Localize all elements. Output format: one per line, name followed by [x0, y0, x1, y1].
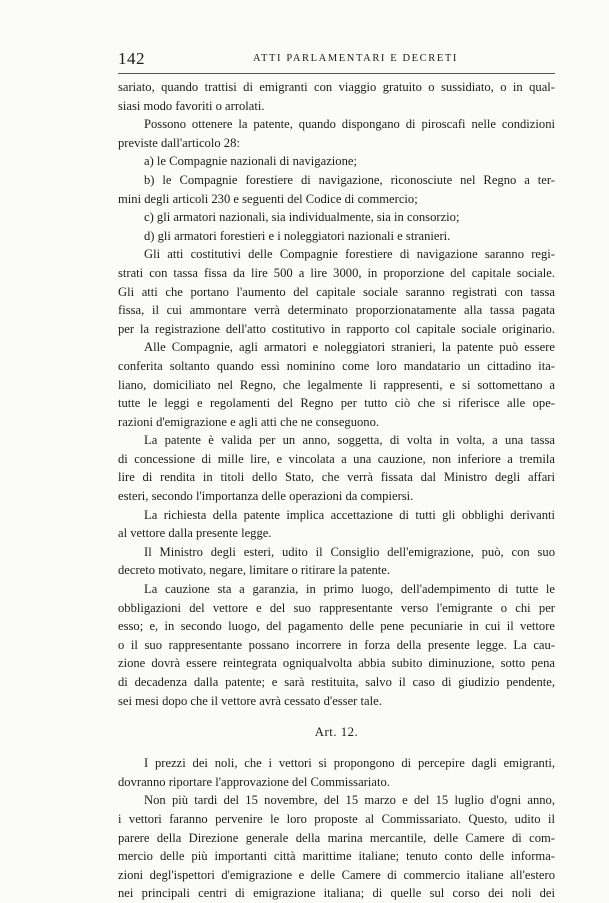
article-heading: Art. 12. [314, 725, 359, 740]
text-line: Non più tardi del 15 novembre, del 15 marzo e del 15 luglio d'ogni anno, [144, 793, 555, 808]
text-line: Gli atti che portano l'aumento del capitale sociale saranno registrati con tassa [118, 284, 555, 299]
text-line: sei mesi dopo che il vettore avrà cessato d'esser tale. [118, 693, 382, 708]
text-line: Possono ottenere la patente, quando dispongano di piroscafi nelle condizioni [144, 117, 555, 132]
text-line: fissa, il cui ammontare verrà determinato proporzionatamente alla tassa pagata [118, 303, 555, 318]
text-line: parere della Direzione generale della marina mercantile, delle Camere di com- [118, 830, 555, 845]
header-rule [118, 73, 555, 74]
text-line: b) le Compagnie forestiere di navigazione, riconosciute nel Regno a ter- [144, 172, 555, 187]
text-line: I prezzi dei noli, che i vettori si propongono di percepire dagli emigranti, [144, 756, 555, 771]
text-line: dovranno riportare l'approvazione del Commissariato. [118, 774, 390, 789]
text-line: conferita soltanto quando essi nominino come loro mandatario un cittadino ita- [118, 358, 555, 373]
text-line: La richiesta della patente implica accettazione di tutti gli obblighi derivanti [144, 507, 555, 522]
article-12-text [118, 754, 555, 903]
text-line: esteri, secondo l'importanza delle operazioni da compiersi. [118, 489, 414, 504]
text-line: d) gli armatori forestieri e i noleggiatori nazionali e stranieri. [144, 228, 451, 243]
text-line: mini degli articoli 230 e seguenti del Codice di commercio; [118, 191, 418, 206]
text-line: razioni d'emigrazione e agli atti che ne conseguono. [118, 414, 380, 429]
text-line: zione dovrà essere reintegrata ogniqualvolta abbia subito diminuzione, sotto pena [118, 656, 555, 671]
text-line: per la registrazione dell'atto costitutivo in rapporto col capitale sociale originario. [118, 321, 555, 336]
text-line: liano, domiciliato nel Regno, che legalmente li rappresenti, e si sottomettano a [118, 377, 555, 392]
text-line: zioni degl'ispettori d'emigrazione e delle Camere di commercio italiane all'estero [118, 867, 555, 882]
text-line: al vettore dalla presente legge. [118, 526, 272, 541]
text-line: o il suo rappresentante possano incorrere in forza della presente legge. La cau- [118, 637, 555, 652]
text-line: Alle Compagnie, agli armatori e noleggiatori stranieri, la patente può essere [144, 340, 555, 355]
text-line: Il Ministro degli esteri, udito il Consiglio dell'emigrazione, può, con suo [144, 544, 555, 559]
text-line: La patente è valida per un anno, soggetta, di volta in volta, a una tassa [144, 433, 555, 448]
text-line: La cauzione sta a garanzia, in primo luogo, dell'adempimento di tutte le [144, 582, 555, 597]
text-line: tutte le leggi e regolamenti del Regno per tutto ciò che si riferisce alle ope- [118, 396, 555, 411]
text-line: nei principali centri di emigrazione italiana; di quelle sul corso dei noli dei [118, 886, 555, 901]
text-line: Gli atti costitutivi delle Compagnie forestiere di navigazione saranno regi- [144, 247, 555, 262]
text-line: strati con tassa fissa da lire 500 a lire 3000, in proporzione del capitale sociale. [118, 265, 555, 280]
text-line: sariato, quando trattisi di emigranti con viaggio gratuito o sussidiato, o in qual- [118, 80, 555, 94]
text-line: di concessione di mille lire, e vincolata a una cauzione, non inferiore a tremila [118, 451, 555, 466]
running-title: ATTI PARLAMENTARI E DECRETI [253, 53, 459, 64]
text-line: esso; e, in secondo luogo, del pagamento delle pene pecuniarie in cui il vettore [118, 619, 555, 634]
body-text [118, 78, 555, 903]
text-line: di decadenza dalla patente; e sarà restituita, salvo il caso di giudizio pendente, [118, 675, 555, 689]
text-line: siasi modo favoriti o arrolati. [118, 98, 265, 113]
text-line: previste dall'articolo 28: [118, 135, 240, 150]
text-line: decreto motivato, negare, limitare o ritirare la patente. [118, 563, 391, 578]
article-11-text [118, 78, 555, 710]
page-header [118, 49, 555, 69]
page-number: 142 [118, 49, 145, 68]
text-line: mercio delle più importanti città marittime italiane; tenuto conto delle informa- [118, 849, 555, 864]
text-line: a) le Compagnie nazionali di navigazione; [144, 154, 357, 169]
text-line: obbligazioni del vettore e del suo rappresentante verso l'emigrante o chi per [118, 600, 555, 615]
text-line: i vettori faranno pervenire le loro proposte al Commissariato. Questo, udito il [118, 811, 555, 826]
text-line: lire di rendita in titoli dello Stato, che verrà fissata dal Ministro degli affari [118, 470, 555, 485]
text-line: c) gli armatori nazionali, sia individualmente, sia in consorzio; [144, 210, 460, 225]
